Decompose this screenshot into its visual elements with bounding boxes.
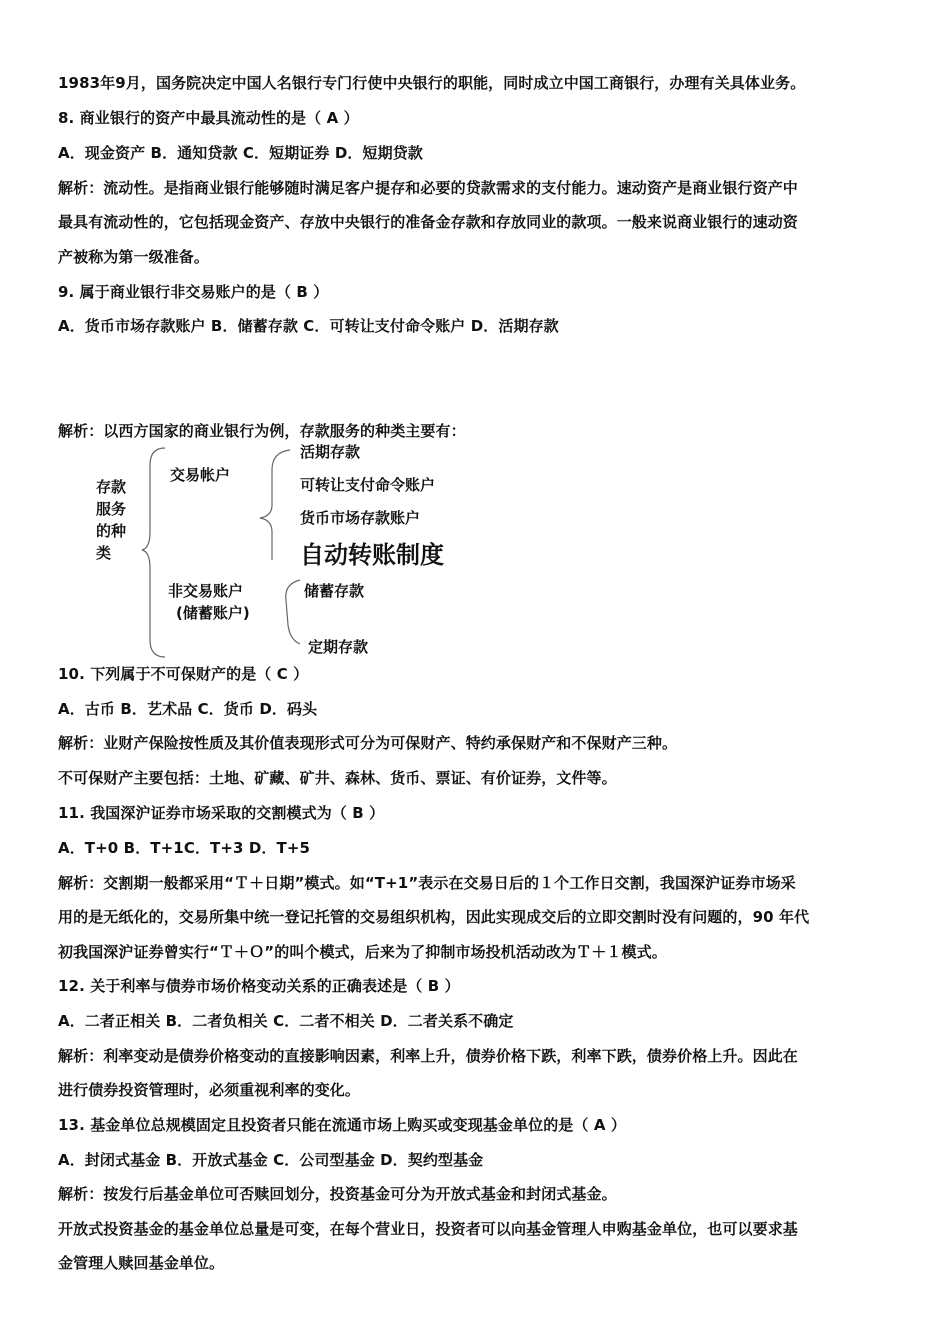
question-8: 8. 商业银行的资产中最具流动性的是（ A ）: [58, 109, 359, 127]
analysis-13: 解析：按发行后基金单位可否赎回划分，投资基金可分为开放式基金和封闭式基金。: [58, 1185, 617, 1203]
options-8: A．现金资产 B．通知贷款 C．短期证券 D．短期贷款: [58, 144, 423, 162]
diagram-root-line: 存款: [96, 478, 127, 496]
analysis-11: 解析：交割期一般都采用“Ｔ＋日期”模式。如“T+1”表示在交易日后的１个工作日交割，我国深沪证券市场采: [58, 874, 796, 892]
analysis-8: 解析：流动性。是指商业银行能够随时满足客户提存和必要的贷款需求的支付能力。速动资产是商业银行资产中: [58, 179, 798, 197]
diagram-item: 储蓄存款: [304, 582, 365, 600]
options-10: A．古币 B．艺术品 C．货币 D．码头: [58, 700, 318, 718]
analysis-10-cont: 不可保财产主要包括：土地、矿藏、矿井、森林、货币、票证、有价证券，文件等。: [58, 769, 617, 787]
savings-account-label: (储蓄账户): [176, 604, 250, 622]
diagram-root-line: 的种: [96, 522, 127, 540]
analysis-10: 解析：业财产保险按性质及其价值表现形式可分为可保财产、特约承保财产和不保财产三种。: [58, 734, 678, 752]
diagram-item: 活期存款: [300, 443, 361, 461]
analysis-11-cont: 初我国深沪证券曾实行“Ｔ＋Ｏ”的叫个模式，后来为了抑制市场投机活动改为Ｔ＋１模式。: [58, 943, 667, 961]
options-11: A．T+0 B．T+1C．T+3 D．T+5: [58, 839, 311, 857]
analysis-13-cont: 开放式投资基金的基金单位总量是可变，在每个营业日，投资者可以向基金管理人申购基金单位，也可以要求基: [58, 1220, 798, 1238]
diagram-root-line: 服务: [96, 500, 127, 518]
question-10: 10. 下列属于不可保财产的是（ C ）: [58, 665, 309, 683]
options-13: A．封闭式基金 B．开放式基金 C．公司型基金 D．契约型基金: [58, 1151, 484, 1169]
options-12: A．二者正相关 B．二者负相关 C．二者不相关 D．二者关系不确定: [58, 1012, 514, 1030]
analysis-13-cont: 金管理人赎回基金单位。: [58, 1254, 225, 1272]
diagram-item-large: 自动转账制度: [300, 541, 444, 569]
analysis-11-cont: 用的是无纸化的，交易所集中统一登记托管的交易组织机构，因此实现成交后的立即交割时没有问题的，90 年代: [58, 908, 810, 926]
text-line: 1983年9月，国务院决定中国人名银行专门行使中央银行的职能，同时成立中国工商银行，办理有关具体业务。: [58, 74, 806, 92]
question-12: 12. 关于利率与债券市场价格变动关系的正确表述是（ B ）: [58, 977, 460, 995]
diagram-item: 定期存款: [308, 638, 369, 656]
question-11: 11. 我国深沪证券市场采取的交割模式为（ B ）: [58, 804, 385, 822]
diagram-item: 可转让支付命令账户: [300, 476, 436, 494]
analysis-9: 解析：以西方国家的商业银行为例，存款服务的种类主要有：: [58, 422, 466, 440]
trading-account-label: 交易帐户: [170, 466, 231, 484]
analysis-8-cont: 最具有流动性的，它包括现金资产、存放中央银行的准备金存款和存放同业的款项。一般来说商业银行的速动资: [58, 213, 798, 231]
question-13: 13. 基金单位总规模固定且投资者只能在流通市场上购买或变现基金单位的是（ A ）: [58, 1116, 626, 1134]
analysis-12: 解析：利率变动是债券价格变动的直接影响因素，利率上升，债券价格下跌，利率下跌，债券价格上升。因此在: [58, 1047, 798, 1065]
options-9: A．货币市场存款账户 B．储蓄存款 C．可转让支付命令账户 D．活期存款: [58, 317, 559, 335]
question-9: 9. 属于商业银行非交易账户的是（ B ）: [58, 283, 329, 301]
diagram-root-line: 类: [96, 544, 112, 562]
analysis-8-cont: 产被称为第一级准备。: [58, 248, 210, 266]
analysis-12-cont: 进行债券投资管理时，必须重视利率的变化。: [58, 1081, 361, 1099]
diagram-item: 货币市场存款账户: [300, 509, 421, 527]
non-trading-account-label: 非交易账户: [168, 582, 244, 600]
